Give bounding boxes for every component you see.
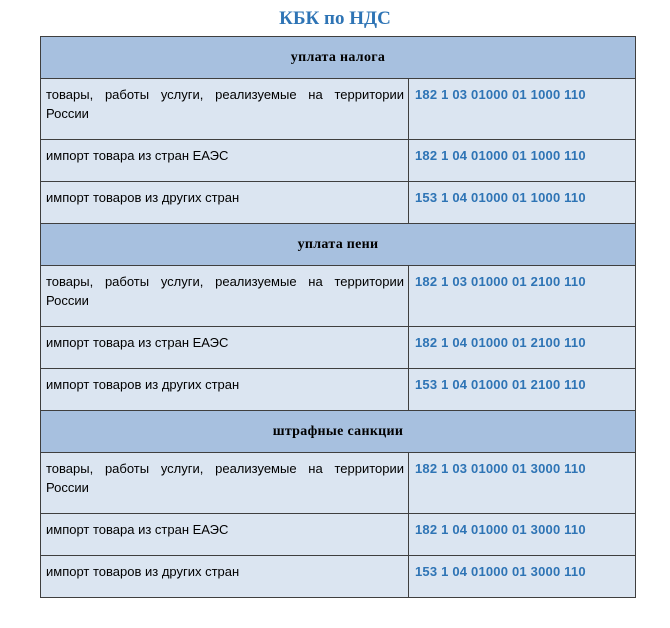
description-cell [41, 514, 409, 556]
code-cell [409, 182, 636, 224]
section-header-row [41, 411, 636, 453]
kbk-code: 153 1 04 01000 01 3000 110 [415, 564, 586, 579]
kbk-code: 153 1 04 01000 01 1000 110 [415, 190, 586, 205]
table-row [41, 182, 636, 224]
row-description: импорт товаров из других стран [46, 190, 240, 205]
code-cell [409, 327, 636, 369]
description-cell [41, 327, 409, 369]
section-header-row [41, 224, 636, 266]
description-cell [41, 556, 409, 598]
code-cell [409, 79, 636, 140]
code-cell [409, 453, 636, 514]
table-row [41, 453, 636, 514]
kbk-code: 182 1 04 01000 01 2100 110 [415, 335, 586, 350]
row-description: импорт товара из стран ЕАЭС [46, 335, 229, 350]
kbk-table [40, 36, 636, 598]
page-title: КБК по НДС [279, 8, 391, 29]
table-row [41, 556, 636, 598]
description-cell [41, 266, 409, 327]
kbk-code: 182 1 03 01000 01 3000 110 [415, 461, 586, 476]
section-heading: штрафные санкции [41, 411, 636, 453]
description-cell [41, 140, 409, 182]
section-heading: уплата пени [41, 224, 636, 266]
row-description: импорт товара из стран ЕАЭС [46, 148, 229, 163]
table-row [41, 514, 636, 556]
code-cell [409, 140, 636, 182]
description-cell [41, 79, 409, 140]
kbk-code: 182 1 04 01000 01 3000 110 [415, 522, 586, 537]
kbk-code: 182 1 04 01000 01 1000 110 [415, 148, 586, 163]
row-description: товары, работы услуги, реализуемые на территории России [46, 87, 404, 121]
kbk-code: 153 1 04 01000 01 2100 110 [415, 377, 586, 392]
section-heading: уплата налога [41, 37, 636, 79]
description-cell [41, 369, 409, 411]
table-row [41, 79, 636, 140]
code-cell [409, 369, 636, 411]
row-description: импорт товара из стран ЕАЭС [46, 522, 229, 537]
kbk-code: 182 1 03 01000 01 2100 110 [415, 274, 586, 289]
row-description: импорт товаров из других стран [46, 377, 240, 392]
code-cell [409, 556, 636, 598]
description-cell [41, 453, 409, 514]
table-row [41, 327, 636, 369]
description-cell [41, 182, 409, 224]
table-row [41, 369, 636, 411]
table-row [41, 266, 636, 327]
row-description: импорт товаров из других стран [46, 564, 240, 579]
code-cell [409, 266, 636, 327]
row-description: товары, работы услуги, реализуемые на территории России [46, 461, 404, 495]
table-row [41, 140, 636, 182]
code-cell [409, 514, 636, 556]
kbk-code: 182 1 03 01000 01 1000 110 [415, 87, 586, 102]
row-description: товары, работы услуги, реализуемые на территории России [46, 274, 404, 308]
section-header-row [41, 37, 636, 79]
